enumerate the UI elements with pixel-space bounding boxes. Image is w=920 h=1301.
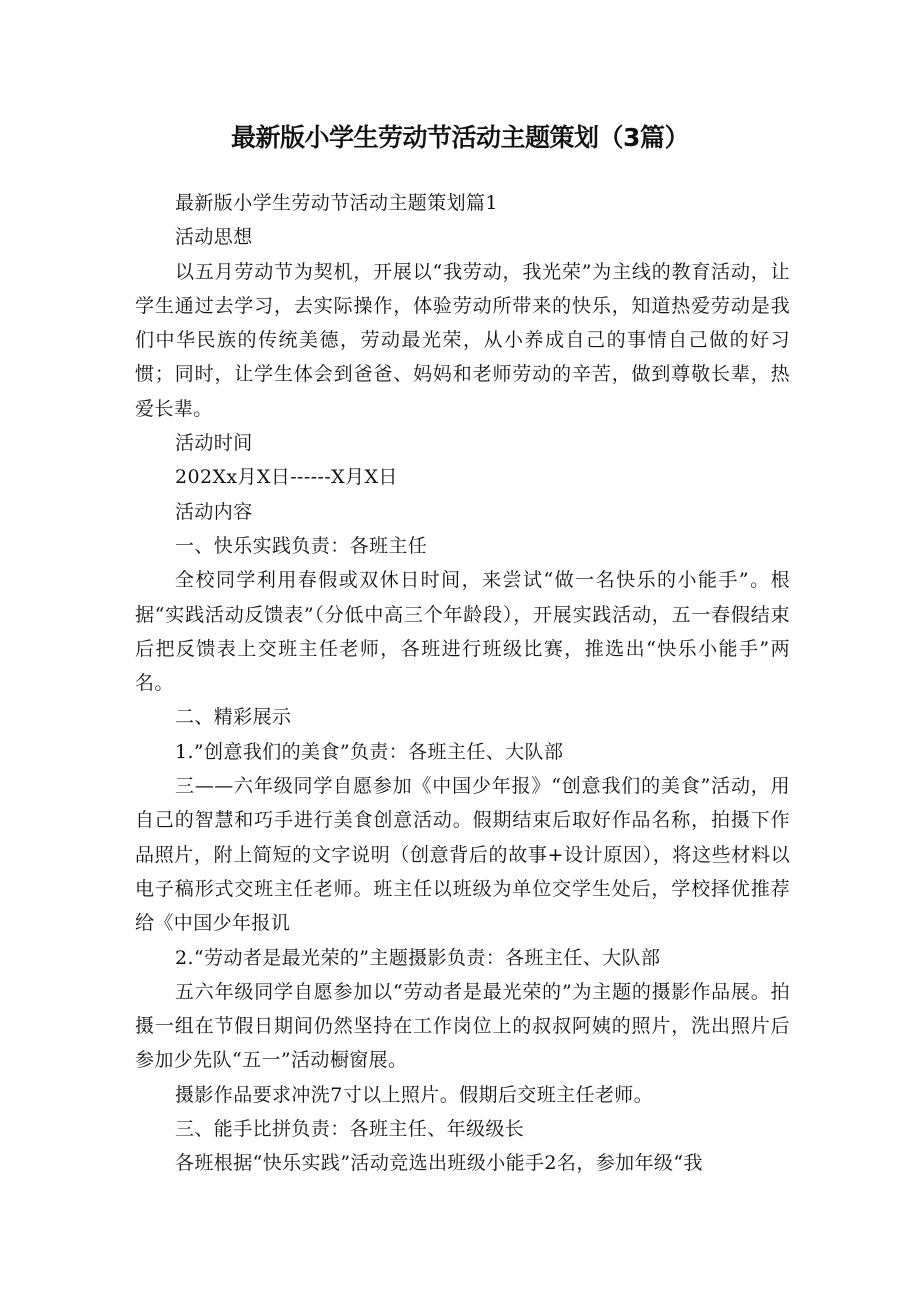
- paragraph: 三——六年级同学自愿参加《中国少年报》“创意我们的美食”活动，用自己的智慧和巧手进行美食创意活动。假期结束后取好作品名称，拍摄下作品照片，附上简短的文字说明（创意背后的故事+设计原因），将这些材料以电子稿形式交班主任老师。班主任以班级为单位交学生处后，学校择优推荐给《中国少年报讥: [135, 775, 790, 935]
- paragraph: 各班根据“快乐实践”活动竞选出班级小能手2名，参加年级“我: [175, 1152, 703, 1175]
- subheading: 活动思想: [175, 226, 253, 249]
- subheading: 一、快乐实践负责：各班主任: [175, 534, 428, 557]
- subheading: 活动内容: [175, 500, 253, 523]
- paragraph: 以五月劳动节为契机，开展以“我劳动，我光荣”为主线的教育活动，让学生通过去学习，去实际操作，体验劳动所带来的快乐，知道热爱劳动是我们中华民族的传统美德，劳动最光荣，从小养成自己的事情自己做的好习惯；同时，让学生体会到爸爸、妈妈和老师劳动的辛苦，做到尊敬长辈，热爱长辈。: [135, 260, 790, 420]
- section-heading: 最新版小学生劳动节活动主题策划篇1: [175, 192, 498, 214]
- subheading: 三、能手比拼负责：各班主任、年级级长: [175, 1118, 525, 1141]
- paragraph: 五六年级同学自愿参加以“劳动者是最光荣的”为主题的摄影作品展。拍摄一组在节假日期间仍然坚持在工作岗位上的叔叔阿姨的照片，洗出照片后参加少先队“五一”活动橱窗展。: [135, 980, 790, 1072]
- subheading: 2.“劳动者是最光荣的”主题摄影负责：各班主任、大队部: [175, 946, 661, 969]
- subheading: 活动时间: [175, 432, 253, 455]
- paragraph: 摄影作品要求冲洗7寸以上照片。假期后交班主任老师。: [175, 1083, 654, 1106]
- document-body: [135, 186, 790, 1181]
- document-title: 最新版小学生劳动节活动主题策划（3篇）: [231, 123, 689, 152]
- subheading: 1.”创意我们的美食”负责：各班主任、大队部: [175, 740, 564, 763]
- paragraph: 全校同学利用春假或双休日时间，来尝试“做一名快乐的小能手”。根据“实践活动反馈表”（分低中高三个年龄段），开展实践活动，五一春假结束后把反馈表上交班主任老师，各班进行班级比赛，推选出“快乐小能手”两名。: [135, 569, 790, 695]
- subheading: 二、精彩展示: [175, 706, 292, 729]
- paragraph: 202Xx月X日------X月X日: [175, 466, 398, 489]
